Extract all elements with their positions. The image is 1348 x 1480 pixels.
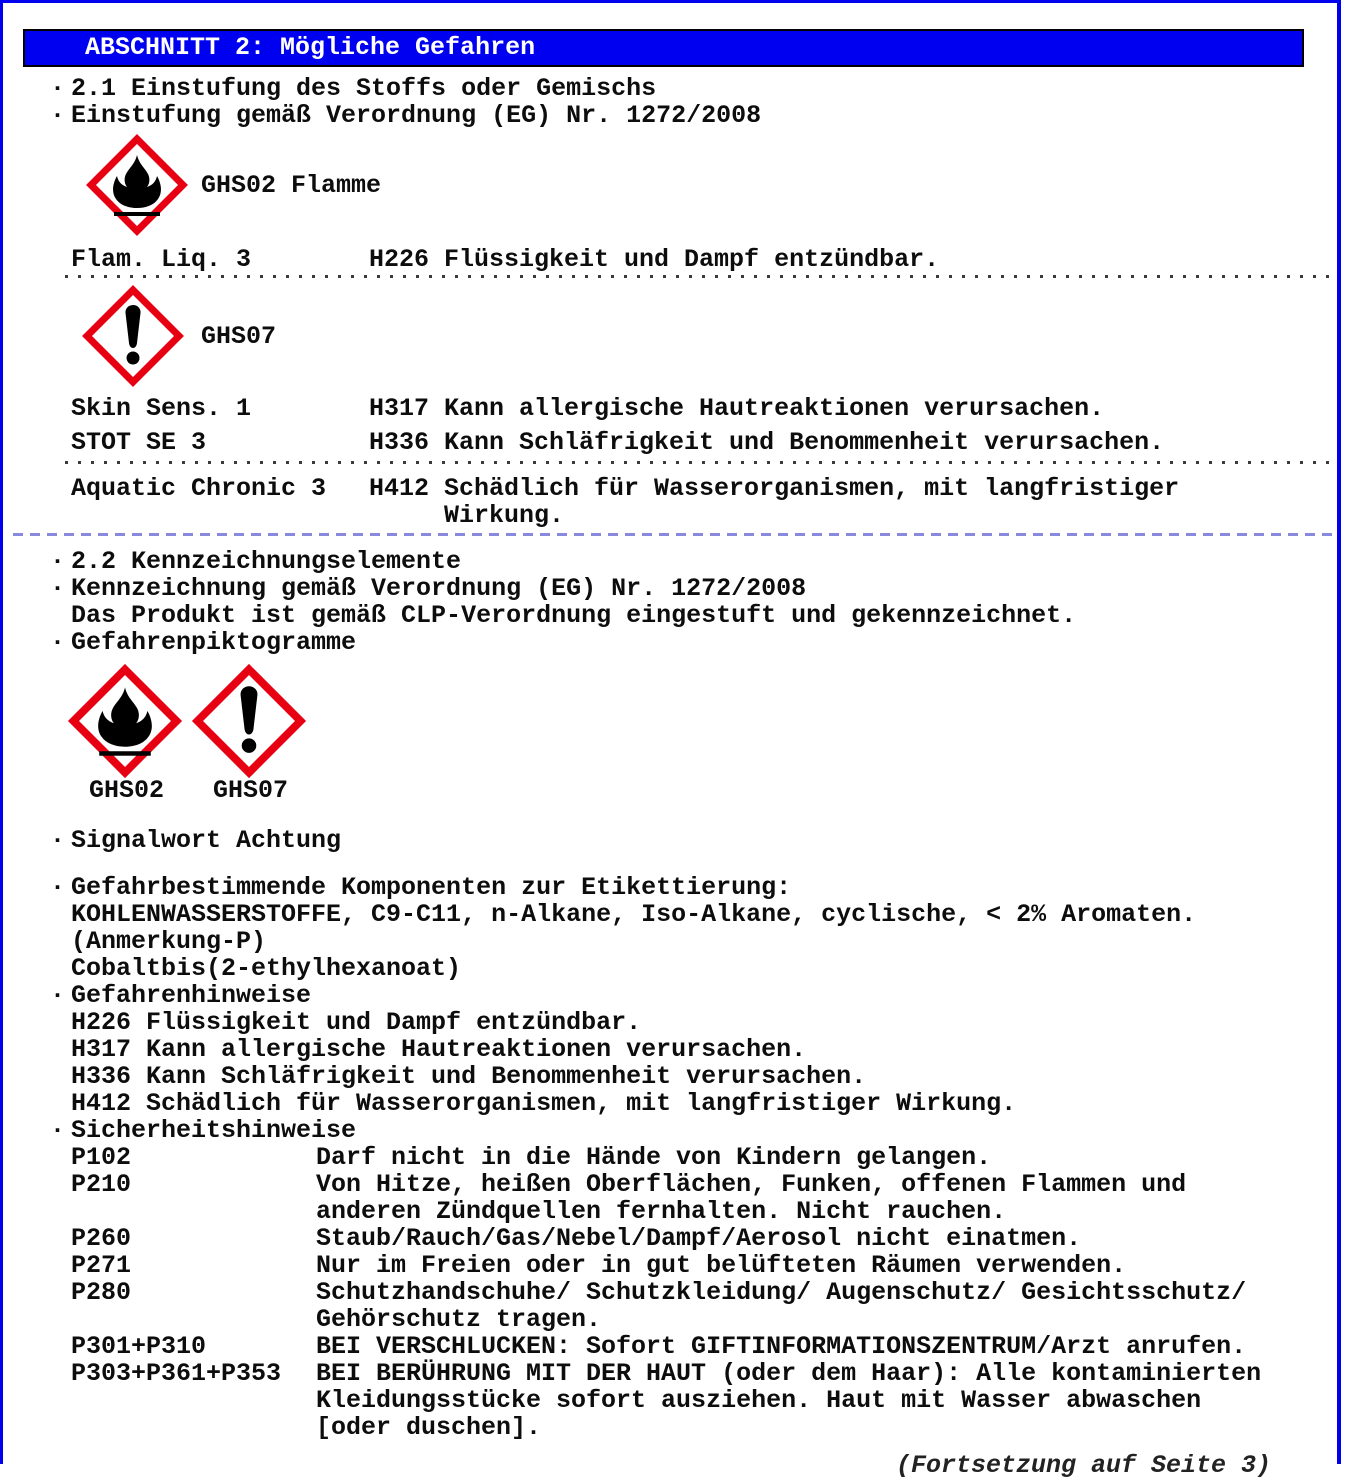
hazard-statement: H412 Schädlich für Wasserorganismen, mit langfristiger Wirkung. [71, 1089, 1017, 1118]
precaution-text: Darf nicht in die Hände von Kindern gelangen. [316, 1143, 992, 1172]
ghs07-label: GHS07 [213, 776, 289, 805]
section-header-title: ABSCHNITT 2: Mögliche Gefahren [85, 33, 536, 62]
subsection-2-1-heading: 2.1 Einstufung des Stoffs oder Gemischs [71, 74, 657, 103]
ghs02-label: GHS02 Flamme [201, 171, 382, 200]
precaution-text: Nur im Freien oder in gut belüfteten Räumen verwenden. [316, 1251, 1127, 1280]
bullet-marker: · [50, 547, 66, 576]
precaution-code: P301+P310 [71, 1332, 207, 1361]
components-heading: Gefahrbestimmende Komponenten zur Etikettierung: [71, 873, 792, 902]
bullet-marker: · [50, 981, 66, 1010]
precaution-text: Von Hitze, heißen Oberflächen, Funken, offenen Flammen und [316, 1170, 1187, 1199]
dotted-separator [65, 275, 1337, 278]
precaution-code: P210 [71, 1170, 132, 1199]
bullet-marker: · [50, 74, 66, 103]
hazard-statement-continued: Wirkung. [444, 501, 565, 530]
labelling-regulation-heading: Kennzeichnung gemäß Verordnung (EG) Nr. 1272/2008 [71, 574, 807, 603]
hazard-statement: H317 Kann allergische Hautreaktionen verursachen. [71, 1035, 807, 1064]
ghs02-label: GHS02 [89, 776, 165, 805]
component-item: KOHLENWASSERSTOFFE, C9-C11, n-Alkane, Iso-Alkane, cyclische, < 2% Aromaten. [71, 900, 1197, 929]
subsection-2-2-heading: 2.2 Kennzeichnungselemente [71, 547, 462, 576]
hazard-statement: H412 Schädlich für Wasserorganismen, mit langfristiger [369, 474, 1180, 503]
precaution-text: Schutzhandschuhe/ Schutzkleidung/ Augenschutz/ Gesichtsschutz/ [316, 1278, 1247, 1307]
dotted-separator [65, 461, 1337, 464]
precaution-code: P102 [71, 1143, 132, 1172]
component-item: (Anmerkung-P) [71, 927, 267, 956]
precaution-heading: Sicherheitshinweise [71, 1116, 357, 1145]
classification-regulation-heading: Einstufung gemäß Verordnung (EG) Nr. 1272/2008 [71, 101, 762, 130]
pictograms-heading: Gefahrenpiktogramme [71, 628, 357, 657]
ghs07-label: GHS07 [201, 322, 277, 351]
precaution-text: BEI BERÜHRUNG MIT DER HAUT (oder dem Haar): Alle kontaminierten [316, 1359, 1262, 1388]
hazard-class: Aquatic Chronic 3 [71, 474, 327, 503]
hazard-statement: H336 Kann Schläfrigkeit und Benommenheit verursachen. [369, 428, 1165, 457]
hazard-statements-heading: Gefahrenhinweise [71, 981, 312, 1010]
bullet-marker: · [50, 1116, 66, 1145]
component-item: Cobaltbis(2-ethylhexanoat) [71, 954, 462, 983]
hazard-class: Flam. Liq. 3 [71, 245, 252, 274]
hazard-statement: H226 Flüssigkeit und Dampf entzündbar. [369, 245, 940, 274]
precaution-code: P260 [71, 1224, 132, 1253]
precaution-text-continued: Gehörschutz tragen. [316, 1305, 602, 1334]
ghs02-flame-icon [69, 665, 181, 777]
precaution-code: P271 [71, 1251, 132, 1280]
precaution-code: P280 [71, 1278, 132, 1307]
clp-note: Das Produkt ist gemäß CLP-Verordnung eingestuft und gekennzeichnet. [71, 601, 1077, 630]
precaution-text-continued: [oder duschen]. [316, 1413, 542, 1442]
precaution-text-continued: Kleidungsstücke sofort ausziehen. Haut mit Wasser abwaschen [316, 1386, 1202, 1415]
precaution-code: P303+P361+P353 [71, 1359, 282, 1388]
hazard-statement: H317 Kann allergische Hautreaktionen verursachen. [369, 394, 1105, 423]
bullet-marker: · [50, 826, 66, 855]
continuation-note: (Fortsetzung auf Seite 3) [896, 1451, 1272, 1480]
ghs07-exclamation-icon [83, 286, 183, 386]
hazard-class: Skin Sens. 1 [71, 394, 252, 423]
dashed-separator [13, 533, 1337, 536]
precaution-text-continued: anderen Zündquellen fernhalten. Nicht rauchen. [316, 1197, 1007, 1226]
ghs07-exclamation-icon [193, 665, 305, 777]
section-header-bar [23, 29, 1304, 67]
signal-word: Signalwort Achtung [71, 826, 342, 855]
bullet-marker: · [50, 574, 66, 603]
hazard-statement: H336 Kann Schläfrigkeit und Benommenheit verursachen. [71, 1062, 867, 1091]
ghs02-flame-icon [87, 135, 187, 235]
precaution-text: BEI VERSCHLUCKEN: Sofort GIFTINFORMATIONSZENTRUM/Arzt anrufen. [316, 1332, 1247, 1361]
precaution-text: Staub/Rauch/Gas/Nebel/Dampf/Aerosol nicht einatmen. [316, 1224, 1082, 1253]
bullet-marker: · [50, 101, 66, 130]
bullet-marker: · [50, 628, 66, 657]
hazard-statement: H226 Flüssigkeit und Dampf entzündbar. [71, 1008, 642, 1037]
hazard-class: STOT SE 3 [71, 428, 207, 457]
bullet-marker: · [50, 873, 66, 902]
